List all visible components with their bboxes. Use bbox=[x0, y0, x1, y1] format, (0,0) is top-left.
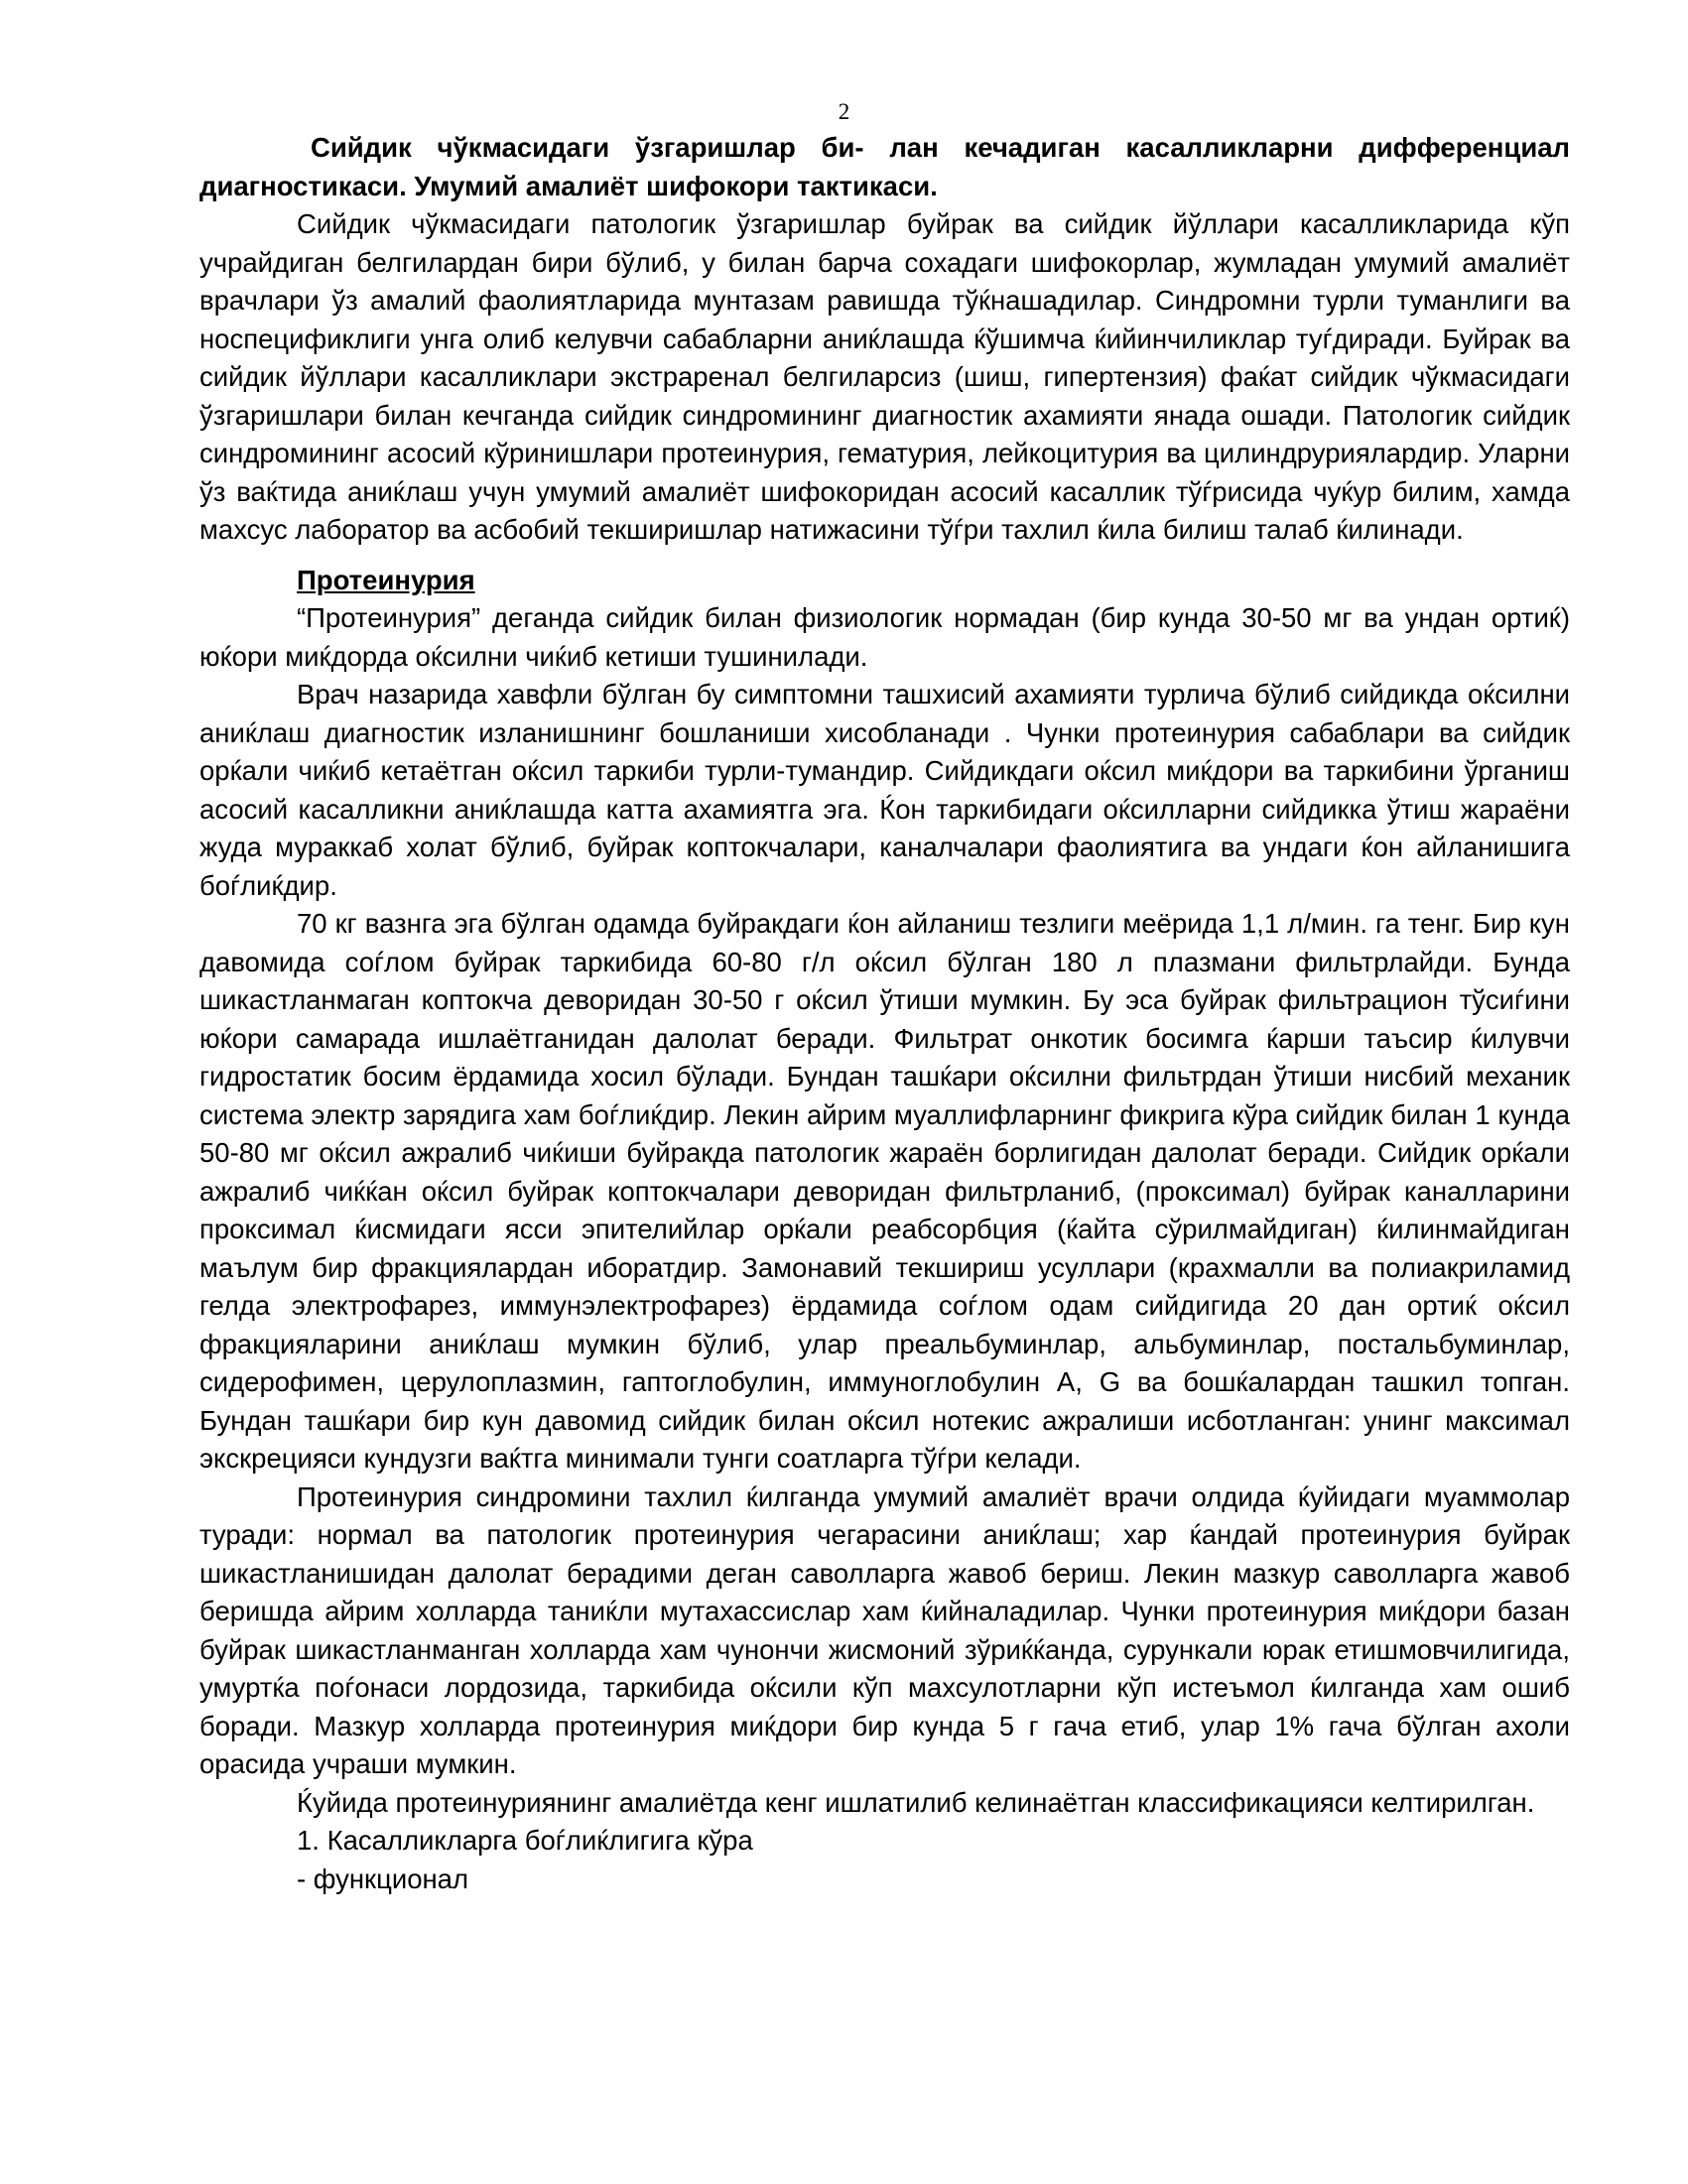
intro-paragraph: Сийдик чўкмасидаги патологик ўзгаришлар буйрак ва сийдик йўллари касалликларида кўп учрайдиган белгилардан бири бўлиб, у билан барча сохадаги шифокорлар, жумладан умумий амалиёт врачлари ўз амалий фаолиятларида мунтазам равишда тўќнашадилар. Синдромни турли туманлиги ва носпецификлиги унга олиб келувчи сабабларни аниќлашда ќўшимча ќийинчиликлар туѓдиради. Буйрак ва сийдик йўллари касалликлари экстраренал белгиларсиз (шиш, гипертензия) фаќат сийдик чўкмасидаги ўзгаришлари билан кечганда сийдик синдромининг диагностик ахамияти янада ошади. Патологик сийдик синдромининг асосий кўринишлари протеинурия, гематурия, лейкоцитурия ва цилиндруриялардир. Уларни ўз ваќтида аниќлаш учун умумий амалиёт шифокоридан асосий касаллик тўѓрисида чуќур билим, хамда махсус лаборатор ва асбобий текширишлар натижасини тўѓри тахлил ќила билиш талаб ќилинади. bbox=[199, 208, 1570, 545]
paragraph: Ќуйида протеинуриянинг амалиётда кенг ишлатилиб келинаётган классификацияси келтирилган. bbox=[297, 1786, 1535, 1818]
page-number: 2 bbox=[838, 99, 850, 124]
section-heading: Протеинурия bbox=[297, 564, 475, 595]
paragraph: Врач назарида хавфли бўлган бу симптомни ташхисий ахамияти турлича бўлиб сийдикда оќсилни аниќлаш диагностик изланишнинг бошланиши хисобланади . Чунки протеинурия сабаблари ва сийдик орќали чиќиб кетаётган оќсил таркиби турли-тумандир. Сийдикдаги оќсил миќдори ва таркибини ўрганиш асосий касалликни аниќлашда катта ахамиятга эга. Ќон таркибидаги оќсилларни сийдикка ўтиш жараёни жуда мураккаб холат бўлиб, буйрак коптокчалари, каналчалари фаолиятига ва ундаги ќон айланишига боѓлиќдир. bbox=[199, 679, 1570, 901]
paragraph: Протеинурия синдромини тахлил ќилганда умумий амалиёт врачи олдида ќуйидаги муаммолар туради: нормал ва патологик протеинурия чегарасини аниќлаш; хар ќандай протеинурия буйрак шикастланишидан далолат берадими деган саволларга жавоб бериш. Лекин мазкур саволларга жавоб беришда айрим холларда таниќли мутахассислар хам ќийналадилар. Чунки протеинурия миќдори базан буйрак шикастланманган холларда хам чунончи жисмоний зўриќќанда, сурункали юрак етишмовчилигида, умуртќа поѓонаси лордозида, таркибида оќсили кўп махсулотларни кўп истеъмол ќилганда хам ошиб боради. Мазкур холларда протеинурия миќдори бир кунда 5 г гача етиб, улар 1% гача бўлган ахоли орасида учраши мумкин. bbox=[199, 1480, 1570, 1779]
document-body bbox=[199, 129, 1570, 1898]
list-item: 1. Касалликларга боѓлиќлигига кўра bbox=[297, 1825, 753, 1856]
paragraph: “Протеинурия” деганда сийдик билан физиологик нормадан (бир кунда 30-50 мг ва ундан ортиќ) юќори миќдорда оќсилни чиќиб кетиши тушинилади. bbox=[199, 602, 1570, 672]
paragraph: 70 кг вазнга эга бўлган одамда буйракдаги ќон айланиш тезлиги меёрида 1,1 л/мин. га тенг. Бир кун давомида соѓлом буйрак таркибида 60-80 г/л оќсил бўлган 180 л плазмани фильтрлайди. Бунда шикастланмаган коптокча деворидан 30-50 г оќсил ўтиши мумкин. Бу эса буйрак фильтрацион тўсиѓини юќори самарада ишлаётганидан далолат беради. Фильтрат онкотик босимга ќарши таъсир ќилувчи гидростатик босим ёрдамида хосил бўлади. Бундан ташќари оќсилни фильтрдан ўтиши нисбий механик система электр зарядига хам боѓлиќдир. Лекин айрим муаллифларнинг фикрига кўра сийдик билан 1 кунда 50-80 мг оќсил ажралиб чиќиши буйракда патологик жараён борлигидан далолат беради. Сийдик орќали ажралиб чиќќан оќсил буйрак коптокчалари деворидан фильтрланиб, (проксимал) буйрак каналларини проксимал ќисмидаги ясси эпителийлар орќали реабсорбция (ќайта сўрилмайдиган) ќилинмайдиган маълум бир фракциялардан иборатдир. Замонавий текшириш усуллари (крахмалли ва полиакриламид гелда электрофарез, иммунэлектрофарез) ёрдамида соѓлом одам сийдигида 20 дан ортиќ оќсил фракцияларини аниќлаш мумкин бўлиб, улар преальбуминлар, альбуминлар, постальбуминлар, сидерофимен, церулоплазмин, гаптоглобулин, иммуноглобулин А, G ва бошќалардан ташкил топган. Бундан ташќари бир кун давомид сийдик билан оќсил нотекис ажралиши исботланган: унинг максимал экскрецияси кундузги ваќтга минимали тунги соатларга тўѓри келади. bbox=[199, 908, 1570, 1474]
document-title: Сийдик чўкмасидаги ўзгаришлар би- лан кечадиган касалликларни дифференциал диагностикаси. Умумий амалиёт шифокори тактикаси. bbox=[199, 132, 1570, 201]
list-item: - функционал bbox=[297, 1863, 469, 1894]
